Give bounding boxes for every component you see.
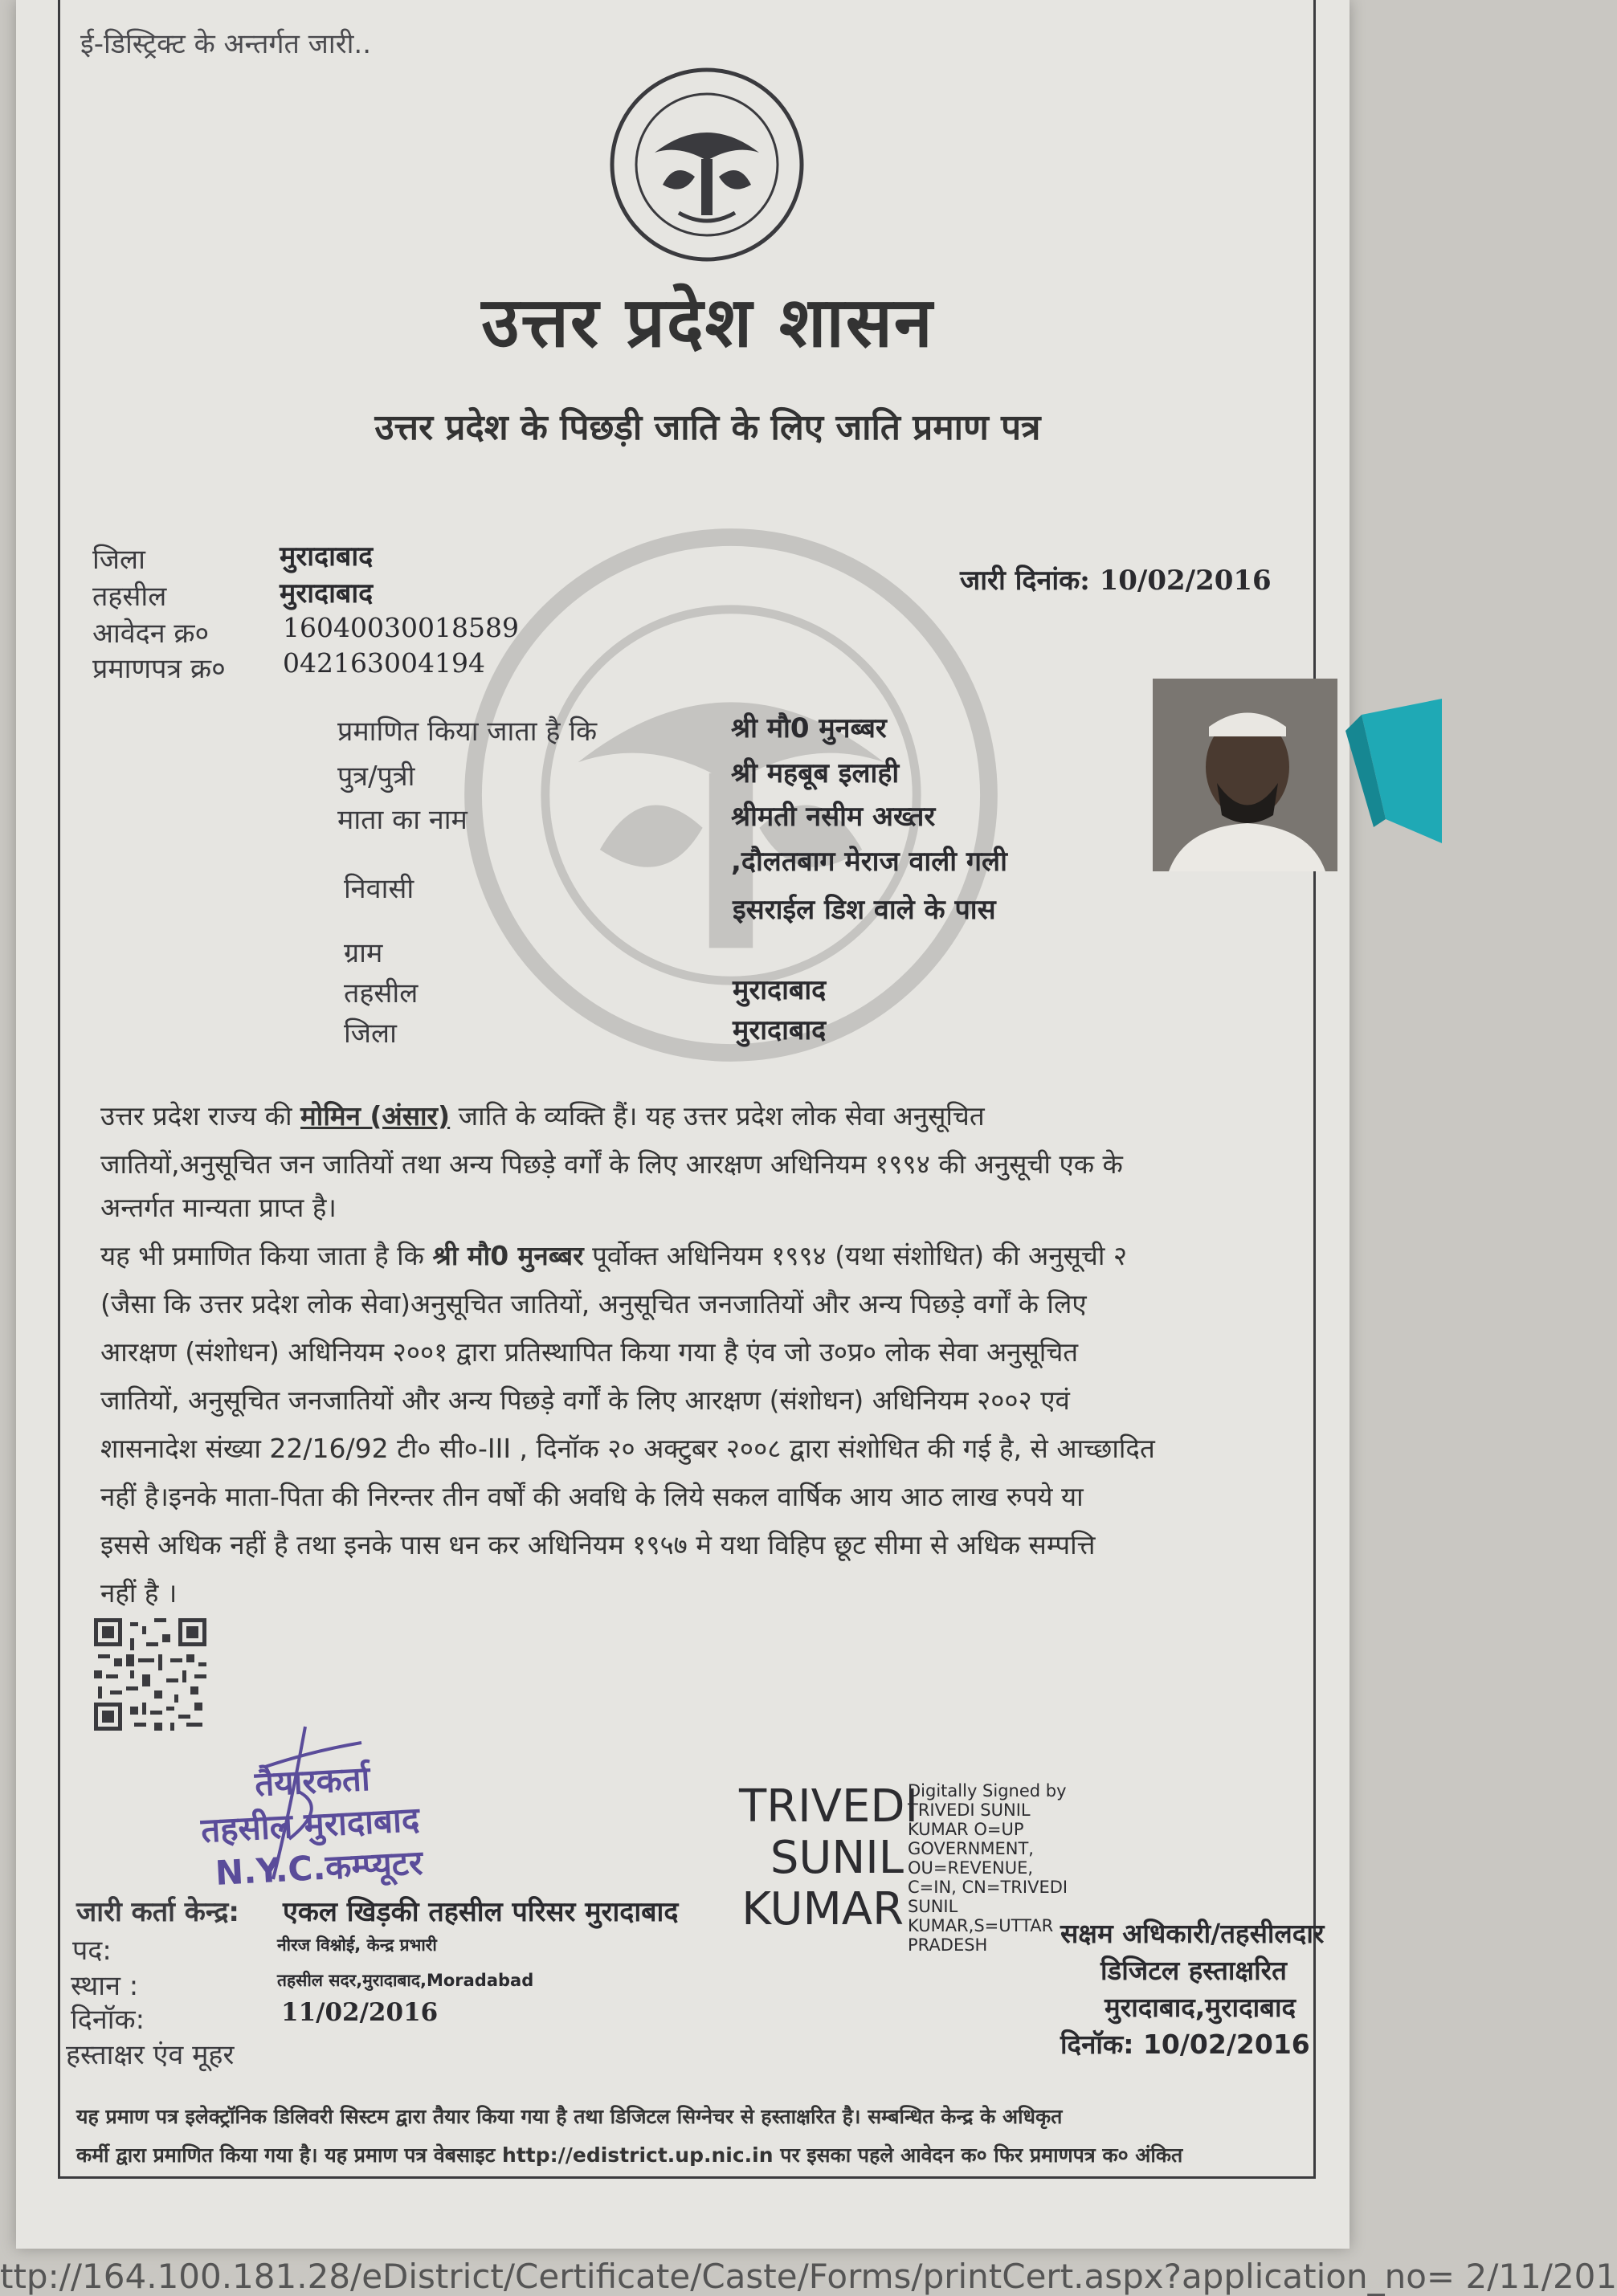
qr-code-icon (90, 1614, 210, 1735)
post-value: नीरज विश्नोई, केन्द्र प्रभारी (277, 1935, 437, 1955)
para2-line2: (जैसा कि उत्तर प्रदेश लोक सेवा)अनुसूचित जातियों, अनुसूचित जनजातियों और अन्य पिछड़े वर्गों के लिए (100, 1288, 1087, 1319)
para2-line4: जातियों, अनुसूचित जनजातियों और अन्य पिछड़े वर्गों के लिए आरक्षण (संशोधन) अधिनियम २००२ एवं (100, 1385, 1070, 1416)
competent-authority (1060, 1915, 1382, 2063)
para1-line1: उत्तर प्रदेश राज्य की मोमिन (अंसार) जाति के व्यक्ति हैं। यह उत्तर प्रदेश लोक सेवा अनुसूचित (100, 1100, 985, 1132)
para1-line2: जातियों,अनुसूचित जन जातियों तथा अन्य पिछड़े वर्गों के लिए आरक्षण अधिनियम १९९४ की अनुसूची एक के (100, 1148, 1123, 1180)
caste-name: मोमिन (अंसार) (300, 1100, 451, 1132)
detail-tehsil-value: मुरादाबाद (733, 974, 827, 1006)
notice-line2: कर्मी द्वारा प्रमाणित किया गया है। यह प्रमाण पत्र वेबसाइट http://edistrict.up.nic.in पर इसका पहले आवेदन क० फिर प्रमाणपत्र क० अंकित (76, 2143, 1183, 2167)
mother-label: माता का नाम (337, 804, 468, 836)
village-label: ग्राम (344, 937, 383, 969)
page-title: उत्तर प्रदेश शासन (481, 283, 934, 363)
para2-line5: शासनादेश संख्या 22/16/92 टी० सी०-III , दिनॉक २० अक्टुबर २००८ द्वारा संशोधित की गई है, से आच्छादित (100, 1433, 1155, 1464)
authority-line1: सक्षम अधिकारी/तहसीलदार (1060, 1918, 1325, 1949)
resident-address-line1: ,दौलतबाग मेराज वाली गली (731, 846, 1007, 878)
tehsil-value: मुरादाबाद (280, 577, 374, 610)
edistrict-note: ई-डिस्ट्रिक्ट के अन्तर्गत जारी.. (80, 28, 372, 60)
digital-signature-detail: Digitally Signed by TRIVEDI SUNIL KUMAR O=UP GOVERNMENT, OU=REVENUE, C=IN, CN=TRIVEDI SUNIL KUMAR,S=UTTAR PRADESH (908, 1781, 1068, 1955)
application-number: 16040030018589 (283, 612, 519, 643)
issuing-centre-label: जारी कर्ता केन्द्र: (76, 1896, 239, 1928)
district-label: जिला (92, 544, 145, 576)
place-label: स्थान : (71, 1970, 139, 2002)
para2-line7: इससे अधिक नहीं है तथा इनके पास धन कर अधिनियम १९५७ मे यथा विहिप छूट सीमा से अधिक सम्पत्ति (100, 1529, 1096, 1560)
para2-line8: नहीं है । (100, 1577, 178, 1609)
authority-line2: डिजिटल हस्ताक्षरित (1100, 1955, 1287, 1986)
authority-line4: दिनॉक: 10/02/2016 (1060, 2029, 1310, 2060)
para2-line6: नहीं है।इनके माता-पिता की निरन्तर तीन वर्षों की अवधि के लिये सकल वार्षिक आय आठ लाख रुपये या (100, 1481, 1084, 1512)
certificate-body (100, 1092, 1321, 1617)
sign-seal-label: हस्ताक्षर एंव मूहर (66, 2039, 235, 2071)
application-label: आवेदन क्र० (92, 618, 210, 650)
stamp-line1: तैयारकर्ता (254, 1758, 371, 1805)
detail-tehsil-label: तहसील (344, 977, 419, 1009)
certificate-number: 042163004194 (283, 647, 485, 679)
applicant-photo (1153, 679, 1337, 871)
resident-address-line2: इसराईल डिश वाले के पास (733, 894, 996, 926)
notice-text (76, 2098, 1378, 2175)
issuer-date-value: 11/02/2016 (281, 1998, 439, 2027)
detail-district-label: जिला (344, 1017, 397, 1050)
para2-name: श्री मौ0 मुनब्बर (432, 1240, 584, 1271)
mother-name: श्रीमती नसीम अख्तर (731, 801, 936, 833)
authority-line3: मुरादाबाद,मुरादाबाद (1105, 1992, 1296, 2023)
handwritten-signature-icon (241, 1719, 378, 1895)
pen-icon (1329, 699, 1442, 875)
parent-name: श्री महबूब इलाही (731, 757, 900, 789)
issue-date: जारी दिनांक: 10/02/2016 (960, 565, 1272, 597)
notice-line1: यह प्रमाण पत्र इलेक्ट्रॉनिक डिलिवरी सिस्टम द्वारा तैयार किया गया है तथा डिजिटल सिग्नेचर से हस्ताक्षरित है। सम्बन्धित केन्द्र के अधिकृत (76, 2105, 1063, 2128)
issuing-centre-value: एकल खिड़की तहसील परिसर मुरादाबाद (283, 1896, 679, 1928)
watermark-emblem-icon (458, 522, 1004, 1068)
stamp-line3: N.Y.C.कम्प्यूटर (214, 1842, 424, 1894)
para2-line1: यह भी प्रमाणित किया जाता है कि श्री मौ0 मुनब्बर पूर्वोक्त अधिनियम १९९४ (यथा संशोधित) की अनुसूची २ (100, 1240, 1128, 1271)
digital-signature-name: TRIVEDI SUNIL KUMAR (739, 1780, 918, 1935)
district-value: मुरादाबाद (280, 540, 374, 573)
certificate-subtitle: उत्तर प्रदेश के पिछड़ी जाति के लिए जाति प्रमाण पत्र (374, 407, 1041, 448)
issuer-date-label: दिनॉक: (71, 2004, 145, 2036)
tehsil-label: तहसील (92, 581, 167, 613)
para1-line3: अन्तर्गत मान्यता प्राप्त है। (100, 1192, 337, 1223)
certify-label: प्रमाणित किया जाता है कि (337, 716, 598, 748)
certify-name: श्री मौ0 मुनब्बर (731, 712, 887, 744)
post-label: पद: (72, 1935, 112, 1967)
up-govt-emblem-icon (606, 64, 807, 265)
certificate-label: प्रमाणपत्र क्र० (92, 653, 226, 685)
stamp-line2: तहसील मुरादाबाद (199, 1799, 421, 1850)
para2-line3: आरक्षण (संशोधन) अधिनियम २००१ द्वारा प्रतिस्थापित किया गया है एंव जो उ०प्र० लोक सेवा अनुसूचित (100, 1336, 1079, 1368)
parent-label: पुत्र/पुत्री (337, 761, 415, 793)
resident-label: निवासी (344, 873, 414, 905)
detail-district-value: मुरादाबाद (733, 1014, 827, 1046)
place-value: तहसील सदर,मुरादाबाद,Moradabad (277, 1971, 534, 1990)
print-url: ttp://164.100.181.28/eDistrict/Certificate/Caste/Forms/printCert.aspx?application_no= 2/11/201 (0, 2257, 1617, 2296)
